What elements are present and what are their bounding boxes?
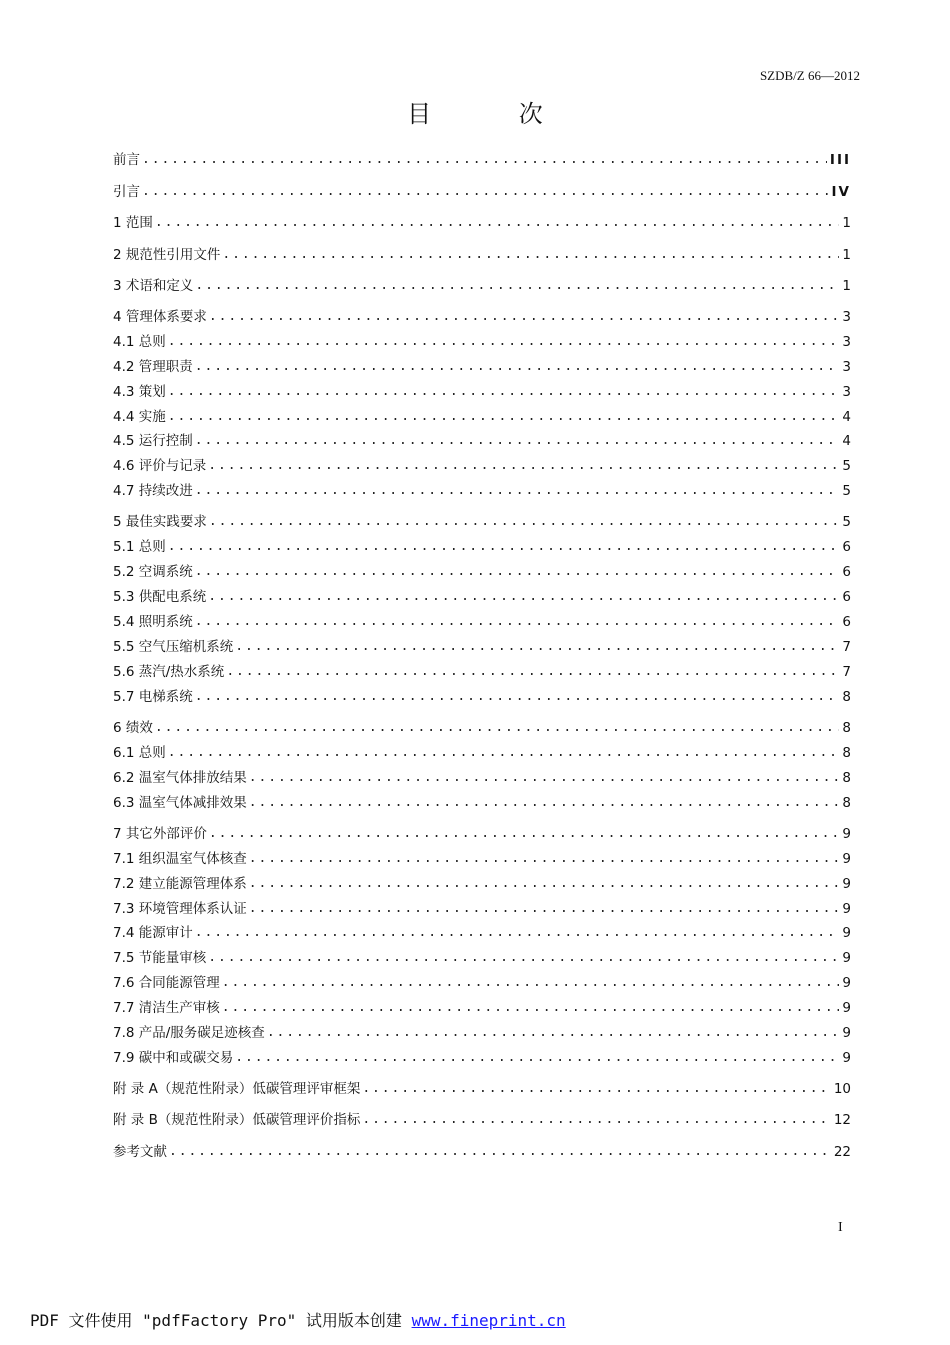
toc-entry[interactable] xyxy=(113,182,851,202)
toc-dot-leader xyxy=(168,537,840,557)
toc-entry-page: 9 xyxy=(842,1050,851,1066)
page-number: I xyxy=(838,1220,843,1235)
toc-entry-label: 5.7 电梯系统 xyxy=(113,689,193,705)
toc-dot-leader xyxy=(208,456,839,476)
toc-entry[interactable] xyxy=(113,849,851,869)
footer-text: PDF 文件使用 "pdfFactory Pro" 试用版本创建 xyxy=(30,1311,412,1330)
toc-entry[interactable] xyxy=(113,1079,851,1099)
toc-entry-page: 9 xyxy=(842,950,851,966)
toc-entry-page: 6 xyxy=(842,614,851,630)
toc-dot-leader xyxy=(249,768,840,788)
toc-entry-page: 8 xyxy=(842,770,851,786)
toc-entry[interactable] xyxy=(113,718,851,738)
toc-entry-page: 1 xyxy=(842,278,851,294)
toc-entry-label: 参考文献 xyxy=(113,1144,167,1160)
toc-entry-page: 6 xyxy=(842,564,851,580)
toc-entry[interactable] xyxy=(113,637,851,657)
toc-dot-leader xyxy=(209,512,840,532)
toc-entry[interactable] xyxy=(113,431,851,451)
toc-entry[interactable] xyxy=(113,307,851,327)
toc-entry[interactable] xyxy=(113,357,851,377)
toc-entry-page: 1 xyxy=(842,247,851,263)
toc-dot-leader xyxy=(209,307,840,327)
toc-entry[interactable] xyxy=(113,562,851,582)
toc-entry-label: 7.6 合同能源管理 xyxy=(113,975,220,991)
toc-entry-page: 12 xyxy=(833,1112,851,1128)
toc-entry-label: 7.1 组织温室气体核查 xyxy=(113,851,247,867)
toc-dot-leader xyxy=(362,1079,830,1099)
toc-entry[interactable] xyxy=(113,973,851,993)
toc-entry[interactable] xyxy=(113,923,851,943)
toc-entry[interactable] xyxy=(113,150,851,170)
toc-entry[interactable] xyxy=(113,213,851,233)
toc-dot-leader xyxy=(195,481,840,501)
toc-dot-leader xyxy=(362,1110,830,1130)
toc-dot-leader xyxy=(249,874,840,894)
toc-entry-page: 8 xyxy=(842,689,851,705)
toc-entry-label: 5 最佳实践要求 xyxy=(113,514,207,530)
toc-entry[interactable] xyxy=(113,587,851,607)
toc-entry-page: 4 xyxy=(842,433,851,449)
toc-entry[interactable] xyxy=(113,512,851,532)
toc-entry-label: 5.1 总则 xyxy=(113,539,166,555)
toc-entry[interactable] xyxy=(113,612,851,632)
toc-entry[interactable] xyxy=(113,793,851,813)
toc-dot-leader xyxy=(168,407,840,427)
toc-entry-page: 3 xyxy=(842,309,851,325)
toc-entry-page: III xyxy=(829,152,851,168)
toc-entry-page: 9 xyxy=(842,876,851,892)
toc-dot-leader xyxy=(142,182,829,202)
toc-entry-page: 6 xyxy=(842,539,851,555)
toc-entry-page: 1 xyxy=(842,215,851,231)
toc-entry[interactable] xyxy=(113,481,851,501)
toc-entry-label: 4 管理体系要求 xyxy=(113,309,207,325)
toc-entry-label: 4.6 评价与记录 xyxy=(113,458,207,474)
toc-entry-page: 3 xyxy=(842,359,851,375)
toc-entry-label: 4.3 策划 xyxy=(113,384,166,400)
toc-entry-page: 8 xyxy=(842,720,851,736)
toc-entry[interactable] xyxy=(113,824,851,844)
toc-dot-leader xyxy=(235,1048,839,1068)
toc-entry-page: 7 xyxy=(842,639,851,655)
toc-entry-label: 6.2 温室气体排放结果 xyxy=(113,770,247,786)
toc-entry-label: 5.5 空气压缩机系统 xyxy=(113,639,234,655)
toc-entry[interactable] xyxy=(113,998,851,1018)
toc-entry-page: 7 xyxy=(842,664,851,680)
toc-entry[interactable] xyxy=(113,537,851,557)
toc-entry-label: 6.1 总则 xyxy=(113,745,166,761)
toc-entry-page: 9 xyxy=(842,975,851,991)
toc-entry[interactable] xyxy=(113,1110,851,1130)
toc-dot-leader xyxy=(195,687,840,707)
toc-entry-label: 6 绩效 xyxy=(113,720,153,736)
toc-entry-page: 10 xyxy=(833,1081,851,1097)
toc-entry-page: 8 xyxy=(842,745,851,761)
toc-dot-leader xyxy=(209,824,840,844)
toc-entry-page: 3 xyxy=(842,334,851,350)
toc-entry[interactable] xyxy=(113,743,851,763)
toc-entry-label: 7.2 建立能源管理体系 xyxy=(113,876,247,892)
toc-entry-label: 前言 xyxy=(113,152,140,168)
toc-entry-label: 4.4 实施 xyxy=(113,409,166,425)
toc-entry-label: 5.2 空调系统 xyxy=(113,564,193,580)
toc-entry-label: 5.4 照明系统 xyxy=(113,614,193,630)
toc-entry-label: 7.5 节能量审核 xyxy=(113,950,207,966)
toc-dot-leader xyxy=(249,793,840,813)
toc-entry[interactable] xyxy=(113,662,851,682)
toc-entry-label: 4.7 持续改进 xyxy=(113,483,193,499)
toc-entry-label: 5.3 供配电系统 xyxy=(113,589,207,605)
toc-entry-label: 7 其它外部评价 xyxy=(113,826,207,842)
toc-entry-page: 9 xyxy=(842,1025,851,1041)
toc-entry-page: 5 xyxy=(842,483,851,499)
toc-dot-leader xyxy=(267,1023,840,1043)
toc-dot-leader xyxy=(222,998,840,1018)
toc-entry-page: 9 xyxy=(842,826,851,842)
toc-entry-page: 4 xyxy=(842,409,851,425)
toc-entry-page: IV xyxy=(831,184,851,200)
toc-entry[interactable] xyxy=(113,1048,851,1068)
toc-entry-label: 7.8 产品/服务碳足迹核查 xyxy=(113,1025,265,1041)
toc-dot-leader xyxy=(195,562,840,582)
toc-entry-page: 3 xyxy=(842,384,851,400)
toc-entry[interactable] xyxy=(113,276,851,296)
toc-entry-label: 7.4 能源审计 xyxy=(113,925,193,941)
toc-entry-label: 3 术语和定义 xyxy=(113,278,194,294)
toc-entry-label: 2 规范性引用文件 xyxy=(113,247,221,263)
toc-entry[interactable] xyxy=(113,768,851,788)
toc-entry-label: 7.9 碳中和或碳交易 xyxy=(113,1050,234,1066)
footer-link[interactable]: www.fineprint.cn xyxy=(411,1311,566,1330)
toc-entry[interactable] xyxy=(113,332,851,352)
toc-dot-leader xyxy=(235,637,839,657)
toc-entry[interactable] xyxy=(113,874,851,894)
toc-dot-leader xyxy=(195,276,839,296)
toc-dot-leader xyxy=(142,150,827,170)
toc-dot-leader xyxy=(222,973,840,993)
toc-entry-label: 4.5 运行控制 xyxy=(113,433,193,449)
toc-entry-label: 4.1 总则 xyxy=(113,334,166,350)
toc-dot-leader xyxy=(226,662,839,682)
toc-dot-leader xyxy=(169,1142,831,1162)
toc-entry-label: 引言 xyxy=(113,184,140,200)
toc-entry-label: 6.3 温室气体减排效果 xyxy=(113,795,247,811)
toc-entry-page: 9 xyxy=(842,901,851,917)
toc-dot-leader xyxy=(195,431,840,451)
toc-entry-page: 8 xyxy=(842,795,851,811)
toc-dot-leader xyxy=(208,587,839,607)
toc-entry-page: 9 xyxy=(842,1000,851,1016)
toc-dot-leader xyxy=(249,899,840,919)
toc-entry-label: 附 录 A（规范性附录）低碳管理评审框架 xyxy=(113,1081,361,1097)
toc-entry-label: 7.3 环境管理体系认证 xyxy=(113,901,247,917)
toc-entry-label: 附 录 B（规范性附录）低碳管理评价指标 xyxy=(113,1112,361,1128)
toc-entry-page: 9 xyxy=(842,851,851,867)
toc-entry-label: 4.2 管理职责 xyxy=(113,359,193,375)
toc-entry[interactable] xyxy=(113,245,851,265)
toc-entry[interactable] xyxy=(113,456,851,476)
toc-entry-page: 6 xyxy=(842,589,851,605)
toc-dot-leader xyxy=(168,382,840,402)
toc-entry[interactable] xyxy=(113,1023,851,1043)
toc-dot-leader xyxy=(155,718,840,738)
toc-dot-leader xyxy=(195,612,840,632)
toc-entry-label: 1 范围 xyxy=(113,215,153,231)
toc-entry[interactable] xyxy=(113,948,851,968)
pdf-footer xyxy=(30,1308,566,1331)
toc-entry[interactable] xyxy=(113,899,851,919)
toc-dot-leader xyxy=(155,213,840,233)
toc-entry-page: 9 xyxy=(842,925,851,941)
toc-dot-leader xyxy=(195,357,840,377)
toc-dot-leader xyxy=(168,743,840,763)
toc-entry-label: 7.7 清洁生产审核 xyxy=(113,1000,220,1016)
toc-entry[interactable] xyxy=(113,1142,851,1162)
toc-dot-leader xyxy=(249,849,840,869)
toc-dot-leader xyxy=(168,332,840,352)
document-code: SZDB/Z 66—2012 xyxy=(759,68,860,83)
toc-entry-label: 5.6 蒸汽/热水系统 xyxy=(113,664,225,680)
toc-dot-leader xyxy=(195,923,840,943)
toc-dot-leader xyxy=(222,245,839,265)
page-title: 目 次 xyxy=(407,100,583,128)
toc-entry[interactable] xyxy=(113,407,851,427)
toc-dot-leader xyxy=(208,948,839,968)
toc-entry-page: 5 xyxy=(842,458,851,474)
toc-entry[interactable] xyxy=(113,687,851,707)
toc-entry[interactable] xyxy=(113,382,851,402)
toc-entry-page: 22 xyxy=(833,1144,851,1160)
toc-entry-page: 5 xyxy=(842,514,851,530)
